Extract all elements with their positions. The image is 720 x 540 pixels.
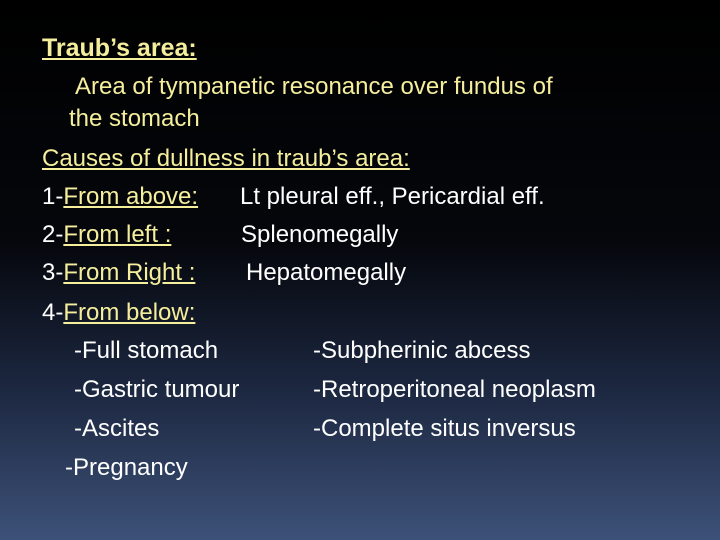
cause-row-below xyxy=(42,299,195,327)
cause-number: 4- xyxy=(42,299,64,326)
cause-number: 2- xyxy=(42,221,64,248)
cause-label: From below: xyxy=(63,299,196,326)
cause-number: 1- xyxy=(42,183,64,210)
cause-value-left: Splenomegally xyxy=(241,221,399,248)
causes-heading: Causes of dullness in traub’s area: xyxy=(42,145,410,172)
below-left-item: -Ascites xyxy=(74,415,160,442)
cause-row-above xyxy=(42,183,198,211)
definition-line-1: Area of tympanetic resonance over fundus of xyxy=(75,73,553,100)
below-left-item: -Pregnancy xyxy=(65,454,188,481)
below-right-item: -Subpherinic abcess xyxy=(313,337,531,364)
cause-label: From above: xyxy=(63,183,199,210)
below-left-item: -Full stomach xyxy=(74,337,219,364)
cause-number: 3- xyxy=(42,259,64,286)
definition-line-2: the stomach xyxy=(69,105,200,132)
slide-title: Traub’s area: xyxy=(42,34,197,62)
cause-row-right xyxy=(42,259,195,287)
cause-value-above: Lt pleural eff., Pericardial eff. xyxy=(240,183,545,210)
cause-label: From left : xyxy=(63,221,172,248)
cause-value-right: Hepatomegally xyxy=(246,259,407,286)
cause-label: From Right : xyxy=(63,259,196,286)
cause-row-left xyxy=(42,221,171,249)
below-right-item: -Retroperitoneal neoplasm xyxy=(313,376,596,403)
below-left-item: -Gastric tumour xyxy=(74,376,240,403)
below-right-item: -Complete situs inversus xyxy=(313,415,576,442)
